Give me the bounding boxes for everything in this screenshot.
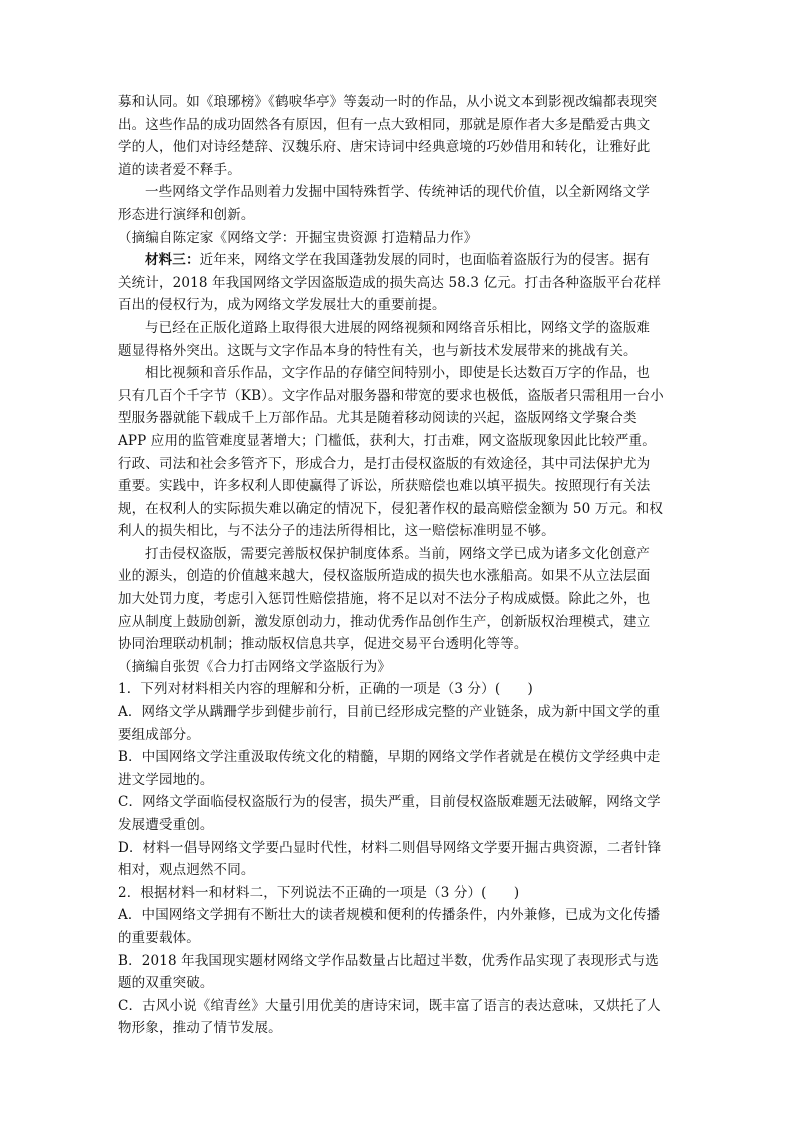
- line-text: 形态进行演绎和创新。: [118, 206, 255, 223]
- text-line: [118, 543, 678, 566]
- text-line: [118, 837, 678, 860]
- text-line: [118, 633, 678, 656]
- line-text: 业的源头，创造的价值越来越大，侵权盗版所造成的损失也水涨船高。如果不从立法层面: [118, 568, 651, 585]
- text-line: [118, 362, 678, 385]
- text-line: [118, 588, 678, 611]
- line-text: B．2018 年我国现实题材网络文学作品数量占比超过半数，优秀作品实现了表现形式与选: [118, 952, 659, 969]
- line-text: 与已经在正版化道路上取得很大进展的网络视频和网络音乐相比，网络文学的盗版难: [145, 319, 651, 336]
- text-line: [118, 227, 678, 250]
- text-line: [118, 520, 678, 543]
- text-line: [118, 769, 678, 792]
- text-line: [118, 814, 678, 837]
- line-text: B．中国网络文学注重汲取传统文化的精髓，早期的网络文学作者就是在模仿文学经典中走: [118, 749, 661, 766]
- text-line: [118, 475, 678, 498]
- line-text: 要组成部分。: [118, 726, 200, 743]
- text-line: [118, 430, 678, 453]
- line-text: 发展遭受重创。: [118, 817, 214, 833]
- line-text: 学的人，他们对诗经楚辞、汉魏乐府、唐宋诗词中经典意境的巧妙借用和转化，让雅好此: [118, 139, 651, 156]
- line-text: 重要。实践中，许多权利人即使赢得了诉讼，所获赔偿也难以填平损失。按照现行有关法: [118, 478, 651, 495]
- line-text: 1．下列对材料相关内容的理解和分析，正确的一项是（3 分）( ): [118, 681, 533, 698]
- line-text: 物形象，推动了情节发展。: [118, 1020, 282, 1037]
- line-text: 募和认同。如《琅琊榜》《鹤唳华亭》等轰动一时的作品，从小说文本到影视改编都表现突: [118, 94, 658, 110]
- line-text: 相比视频和音乐作品，文字作品的存储空间特别小，即使是长达数百万字的作品，也: [145, 365, 651, 382]
- text-line: [118, 340, 678, 363]
- line-text: 行政、司法和社会多管齐下，形成合力，是打击侵权盗版的有效途径，其中司法保护尤为: [118, 455, 651, 472]
- line-text: D．材料一倡导网络文学要凸显时代性，材料二则倡导网络文学要开掘古典资源，二者针锋: [118, 839, 662, 856]
- line-text: 协同治理联动机制；推动版权信息共享，促进交易平台透明化等等。: [118, 636, 528, 653]
- text-line: [118, 407, 678, 430]
- text-line: [118, 136, 678, 159]
- line-text: C．网络文学面临侵权盗版行为的侵害，损失严重，目前侵权盗版难题无法破解，网络文学: [118, 794, 661, 811]
- line-text: 近年来，网络文学在我国蓬勃发展的同时，也面临着盗版行为的侵害。据有: [199, 252, 651, 269]
- text-line: [118, 701, 678, 724]
- line-text: 相对，观点迥然不同。: [118, 862, 255, 879]
- text-line: [118, 656, 678, 679]
- text-line: [118, 724, 678, 747]
- line-text: A．网络文学从蹒跚学步到健步前行，目前已经形成完整的产业链条，成为新中国文学的重: [118, 704, 661, 721]
- text-line: [118, 746, 678, 769]
- line-text: 道的读者爱不释手。: [118, 161, 241, 178]
- text-line: [118, 249, 678, 272]
- line-text: 规，在权利人的实际损失难以确定的情况下，侵犯著作权的最高赔偿金额为 50 万元。和权: [118, 500, 664, 517]
- text-line: [118, 995, 678, 1018]
- text-line: [118, 159, 678, 182]
- line-text: A．中国网络文学拥有不断壮大的读者规模和便利的传播条件，内外兼修，已成为文化传播: [118, 907, 661, 924]
- text-line: [118, 294, 678, 317]
- text-line: [118, 272, 678, 295]
- line-text: 题的双重突破。: [118, 975, 214, 992]
- text-line: [118, 678, 678, 701]
- line-text: 关统计，2018 年我国网络文学因盗版造成的损失高达 58.3 亿元。打击各种盗版平台花样: [118, 274, 662, 291]
- line-text: 的重要载体。: [118, 929, 200, 946]
- section-label: 材料三：: [145, 252, 200, 269]
- text-line: [118, 904, 678, 927]
- line-text: APP 应用的监管难度显著增大；门槛低，获利大，打击难，网文盗版现象因此比较严重。: [118, 432, 656, 449]
- line-text: （摘编自陈定家《网络文学：开掘宝贵资源 打造精品力作》: [118, 229, 478, 246]
- text-line: [118, 317, 678, 340]
- text-line: [118, 453, 678, 476]
- line-text: 型服务器就能下载成千上万部作品。尤其是随着移动阅读的兴起，盗版网络文学聚合类: [118, 410, 637, 427]
- line-text: 进文学园地的。: [118, 771, 214, 788]
- text-line: [118, 1017, 678, 1040]
- text-line: [118, 565, 678, 588]
- text-line: [118, 859, 678, 882]
- text-line: [118, 882, 678, 905]
- line-text: 加大处罚力度，考虑引入惩罚性赔偿措施，将不足以对不法分子构成威慑。除此之外，也: [118, 591, 651, 608]
- line-text: （摘编自张贺《合力打击网络文学盗版行为》: [118, 658, 391, 675]
- line-text: 题显得格外突出。这既与文字作品本身的特性有关，也与新技术发展带来的挑战有关。: [118, 342, 637, 359]
- text-line: [118, 972, 678, 995]
- text-line: [118, 181, 678, 204]
- text-line: [118, 791, 678, 814]
- text-line: [118, 950, 678, 973]
- text-line: [118, 927, 678, 950]
- text-line: [118, 204, 678, 227]
- line-text: 一些网络文学作品则着力发掘中国特殊哲学、传统神话的现代价值，以全新网络文学: [145, 184, 651, 201]
- text-line: [118, 498, 678, 521]
- text-line: [118, 91, 678, 114]
- text-line: [118, 611, 678, 634]
- line-text: 出。这些作品的成功固然各有原因，但有一点大致相同，那就是原作者大多是酷爱古典文: [118, 116, 651, 133]
- line-text: C．古风小说《绾青丝》大量引用优美的唐诗宋词，既丰富了语言的表达意味，又烘托了人: [118, 997, 661, 1014]
- document-body: [118, 91, 678, 1040]
- text-line: [118, 114, 678, 137]
- line-text: 只有几百个千字节（KB）。文字作品对服务器和带宽的要求也极低，盗版者只需租用一台小: [118, 387, 664, 404]
- line-text: 应从制度上鼓励创新，激发原创动力，推动优秀作品创作生产，创新版权治理模式，建立: [118, 613, 651, 630]
- line-text: 利人的损失相比，与不法分子的违法所得相比，这一赔偿标准明显不够。: [118, 523, 555, 540]
- line-text: 2．根据材料一和材料二，下列说法不正确的一项是（3 分）( ): [118, 884, 520, 901]
- text-line: [118, 385, 678, 408]
- line-text: 百出的侵权行为，成为网络文学发展壮大的重要前提。: [118, 297, 446, 314]
- line-text: 打击侵权盗版，需要完善版权保护制度体系。当前，网络文学已成为诸多文化创意产: [145, 545, 651, 562]
